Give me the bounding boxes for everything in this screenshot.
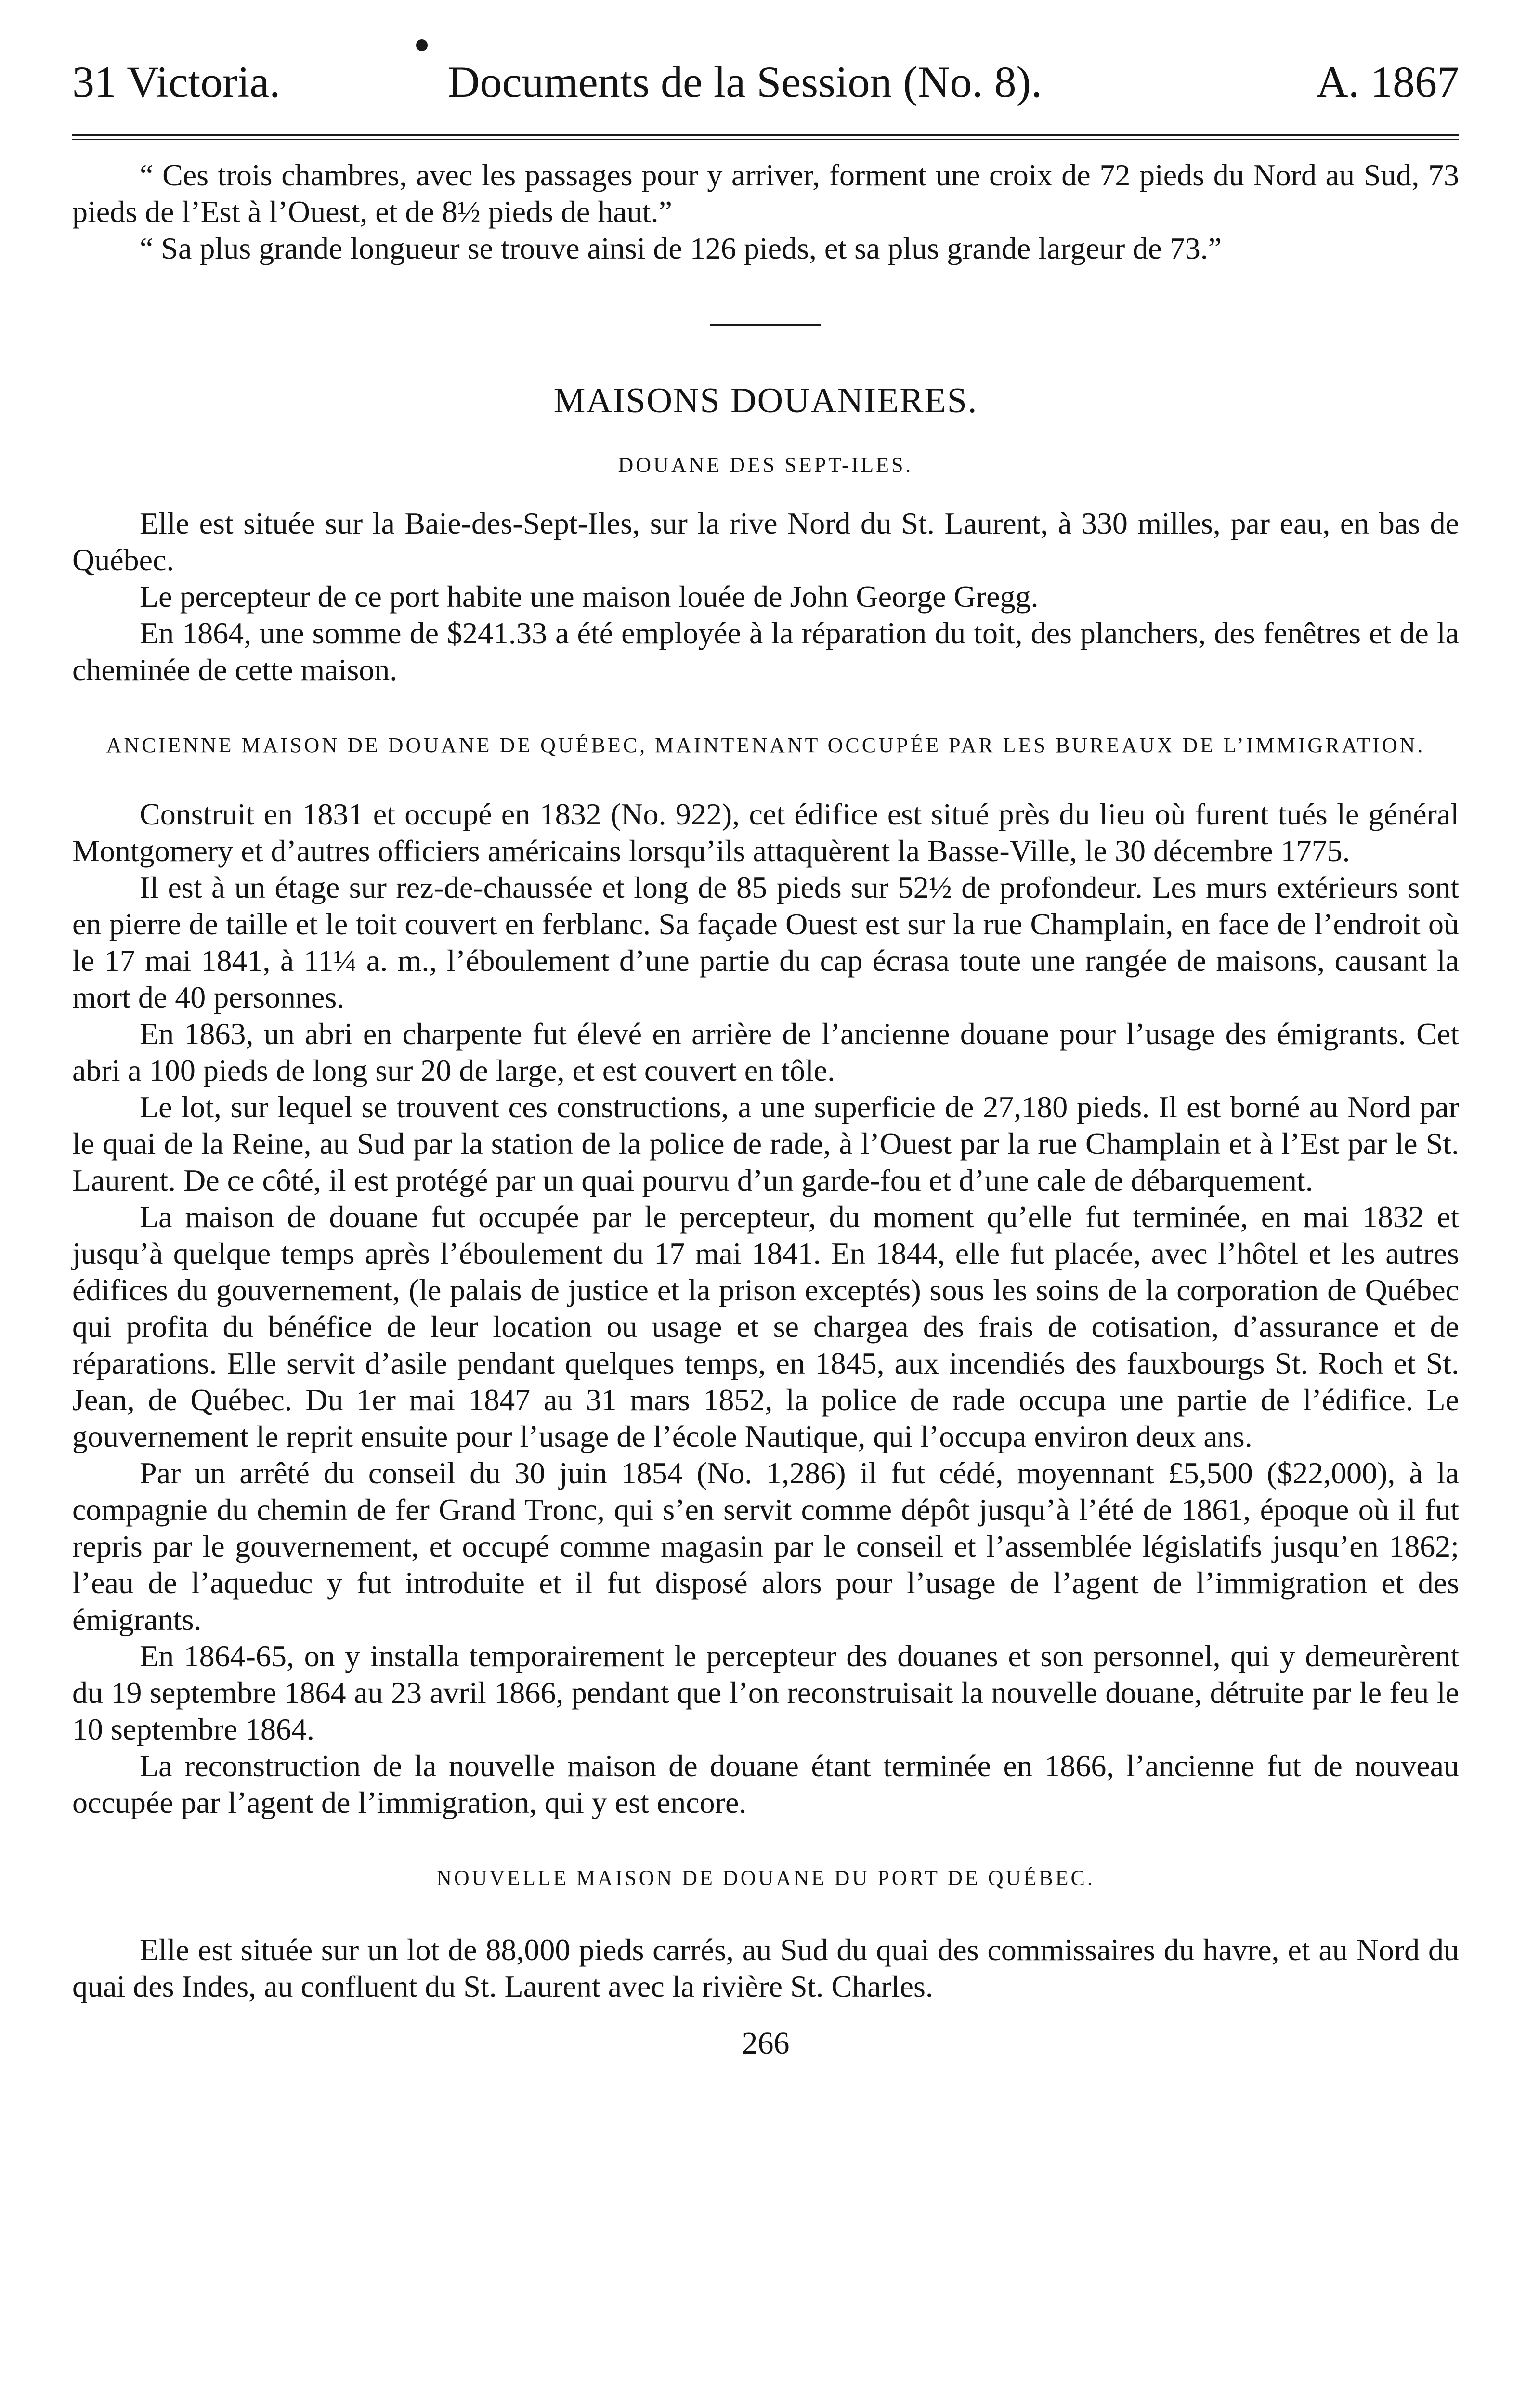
section-ancienne-douane — [72, 796, 1459, 1821]
ancienne-paragraph-2: Il est à un étage sur rez-de-chaussée et long de 85 pieds sur 52½ de profondeur. Les murs extérieurs sont en pierre de taille et le toit couvert en ferblanc. Sa façade Ouest est sur la rue Champlain, en face de l’endroit où le 17 mai 1841, à 11¼ a. m., l’éboulement d’une partie du cap écrasa toute une rangée de maisons, causant la mort de 40 personnes. — [72, 870, 1459, 1014]
page-number: 266 — [742, 2026, 790, 2061]
sept-iles-paragraph-3: En 1864, une somme de $241.33 a été employée à la réparation du toit, des planchers, des fenêtres et de la cheminée de cette maison. — [72, 616, 1459, 687]
page — [72, 29, 1459, 2063]
header-year: A. 1867 — [1316, 57, 1459, 106]
header-volume: 31 Victoria. — [72, 57, 281, 106]
main-title: MAISONS DOUANIERES. — [553, 381, 978, 420]
ancienne-paragraph-4: Le lot, sur lequel se trouvent ces constructions, a une superficie de 27,180 pieds. Il est borné au Nord par le quai de la Reine, au Sud par la station de la police de rade, à l’Ouest par la rue Champlain et à l’Est par le St. Laurent. De ce côté, il est protégé par un quai pourvu d’un garde-fou et d’une cale de débarquement. — [72, 1090, 1459, 1197]
section-nouvelle-douane — [72, 1932, 1459, 2005]
intro-quotes — [72, 157, 1459, 267]
ancienne-paragraph-1: Construit en 1831 et occupé en 1832 (No. 922), cet édifice est situé près du lieu où furent tués le général Montgomery et d’autres officiers américains lorsqu’ils attaquèrent la Basse-Ville, le 30 décembre 1775. — [72, 797, 1459, 868]
intro-quote-1: “ Ces trois chambres, avec les passages pour y arriver, forment une croix de 72 pieds du Nord au Sud, 73 pieds de l’Est à l’Ouest, et de 8½ pieds de haut.” — [72, 158, 1459, 229]
ancienne-paragraph-8: La reconstruction de la nouvelle maison de douane étant terminée en 1866, l’ancienne fut de nouveau occupée par l’agent de l’immigration, qui y est encore. — [72, 1749, 1459, 1819]
header-rule — [72, 134, 1459, 140]
intro-quote-2: “ Sa plus grande longueur se trouve ainsi de 126 pieds, et sa plus grande largeur de 73.” — [140, 231, 1222, 265]
section-sept-iles — [72, 505, 1459, 688]
ancienne-paragraph-7: En 1864-65, on y installa temporairement le percepteur des douanes et son personnel, qui y demeurèrent du 19 septembre 1864 au 23 avril 1866, pendant que l’on reconstruisait la nouvelle douane, détruite par le feu le 10 septembre 1864. — [72, 1639, 1459, 1746]
section-divider — [710, 324, 821, 326]
header-title: Documents de la Session (No. 8). — [448, 57, 1043, 106]
sept-iles-paragraph-2: Le percepteur de ce port habite une maison louée de John George Gregg. — [140, 579, 1039, 614]
nouvelle-paragraph-1: Elle est située sur un lot de 88,000 pieds carrés, au Sud du quai des commissaires du havre, et au Nord du quai des Indes, au confluent du St. Laurent avec la rivière St. Charles. — [72, 1933, 1459, 2003]
ancienne-paragraph-6: Par un arrêté du conseil du 30 juin 1854 (No. 1,286) il fut cédé, moyennant £5,500 ($22,000), à la compagnie du chemin de fer Grand Tronc, qui s’en servit comme dépôt jusqu’à l’été de 1861, époque où il fut repris par le gouvernement, et occupé comme magasin par le conseil et l’assemblée législatifs jusqu’en 1862; l’eau de l’aqueduc y fut introduite et il fut disposé alors pour l’usage de l’agent de l’immigration et des émigrants. — [72, 1456, 1459, 1636]
heading-ancienne-douane: ANCIENNE MAISON DE DOUANE DE QUÉBEC, MAINTENANT OCCUPÉE PAR LES BUREAUX DE L’IMMIGRATION. — [106, 733, 1425, 757]
running-head — [72, 29, 1459, 106]
heading-sept-iles: DOUANE DES SEPT-ILES. — [618, 453, 913, 477]
ancienne-paragraph-5: La maison de douane fut occupée par le percepteur, du moment qu’elle fut terminée, en mai 1832 et jusqu’à quelque temps après l’éboulement du 17 mai 1841. En 1844, elle fut placée, avec l’hôtel et les autres édifices du gouvernement, (le palais de justice et la prison exceptés) sous les soins de la corporation de Québec qui profita du bénéfice de leur location ou usage et se chargea des frais de cotisation, d’assurance et de réparations. Elle servit d’asile pendant quelques temps, en 1845, aux incendiés des fauxbourgs St. Roch et St. Jean, de Québec. Du 1er mai 1847 au 31 mars 1852, la police de rade occupa une partie de l’édifice. Le gouvernement le reprit ensuite pour l’usage de l’école Nautique, qui l’occupa environ deux ans. — [72, 1200, 1459, 1453]
sept-iles-paragraph-1: Elle est située sur la Baie-des-Sept-Iles, sur la rive Nord du St. Laurent, à 330 milles, par eau, en bas de Québec. — [72, 506, 1459, 577]
heading-nouvelle-douane: NOUVELLE MAISON DE DOUANE DU PORT DE QUÉBEC. — [436, 1866, 1095, 1890]
ancienne-paragraph-3: En 1863, un abri en charpente fut élevé en arrière de l’ancienne douane pour l’usage des émigrants. Cet abri a 100 pieds de long sur 20 de large, et est couvert en tôle. — [72, 1017, 1459, 1087]
